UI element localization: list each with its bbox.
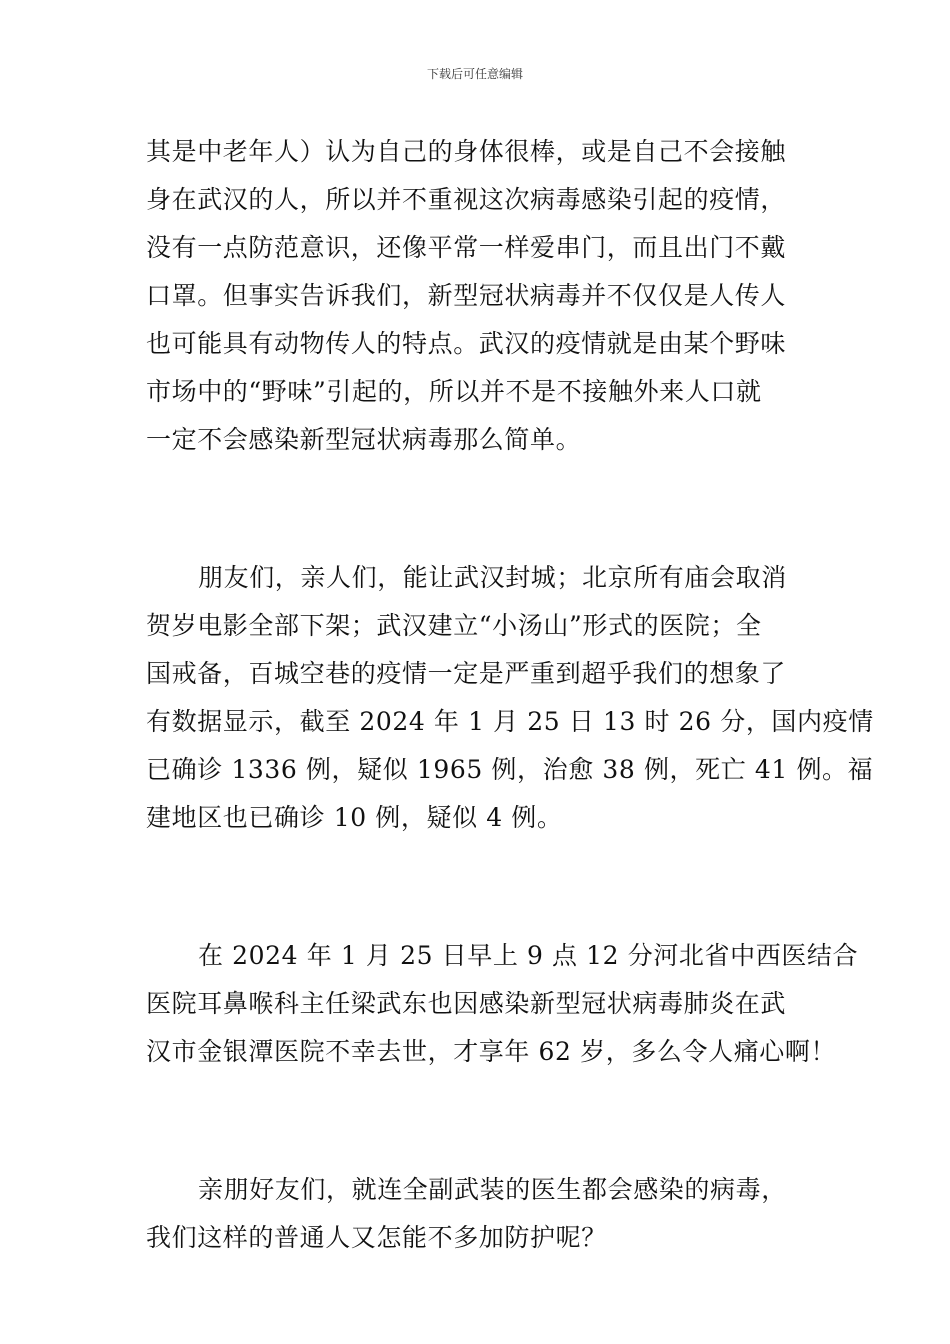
document-body	[146, 128, 874, 1262]
text-line: 身在武汉的人，所以并不重视这次病毒感染引起的疫情，	[146, 185, 787, 214]
paragraph-spacer	[146, 464, 810, 512]
text-line: 我们这样的普通人又怎能不多加防护呢？	[146, 1223, 607, 1252]
text-line: 其是中老年人）认为自己的身体很棒，或是自己不会接触	[146, 137, 787, 166]
paragraph-2	[146, 554, 874, 842]
text-line: 贺岁电影全部下架；武汉建立“小汤山”形式的医院；全	[146, 611, 762, 640]
page-header: 下载后可任意编辑	[426, 67, 523, 81]
paragraph-spacer	[146, 890, 810, 932]
paragraph-spacer	[146, 1124, 810, 1166]
text-line: 医院耳鼻喉科主任梁武东也因感染新型冠状病毒肺炎在武	[146, 989, 787, 1018]
text-line: 在 2024 年 1 月 25 日早上 9 点 12 分河北省中西医结合	[198, 941, 859, 970]
paragraph-spacer	[146, 1076, 810, 1124]
text-line: 已确诊 1336 例，疑似 1965 例，治愈 38 例，死亡 41 例。福	[146, 755, 874, 784]
paragraph-4	[146, 1166, 810, 1262]
paragraph-spacer	[146, 842, 810, 890]
text-line: 建地区也已确诊 10 例，疑似 4 例。	[146, 803, 563, 832]
text-line: 口罩。但事实告诉我们，新型冠状病毒并不仅仅是人传人	[146, 281, 787, 310]
text-line: 亲朋好友们，就连全副武装的医生都会感染的病毒，	[198, 1175, 787, 1204]
text-line: 汉市金银潭医院不幸去世，才享年 62 岁，多么令人痛心啊！	[146, 1037, 837, 1066]
text-line: 一定不会感染新型冠状病毒那么简单。	[146, 425, 582, 454]
paragraph-1	[146, 128, 810, 464]
text-line: 没有一点防范意识，还像平常一样爱串门，而且出门不戴	[146, 233, 787, 262]
text-line: 市场中的“野味”引起的，所以并不是不接触外来人口就	[146, 377, 762, 406]
text-line: 也可能具有动物传人的特点。武汉的疫情就是由某个野味	[146, 329, 787, 358]
paragraph-spacer	[146, 512, 810, 554]
paragraph-3	[146, 932, 859, 1076]
text-line: 有数据显示，截至 2024 年 1 月 25 日 13 时 26 分，国内疫情	[146, 707, 874, 736]
text-line: 国戒备，百城空巷的疫情一定是严重到超乎我们的想象了	[146, 659, 787, 688]
text-line: 朋友们，亲人们，能让武汉封城；北京所有庙会取消	[198, 563, 787, 592]
